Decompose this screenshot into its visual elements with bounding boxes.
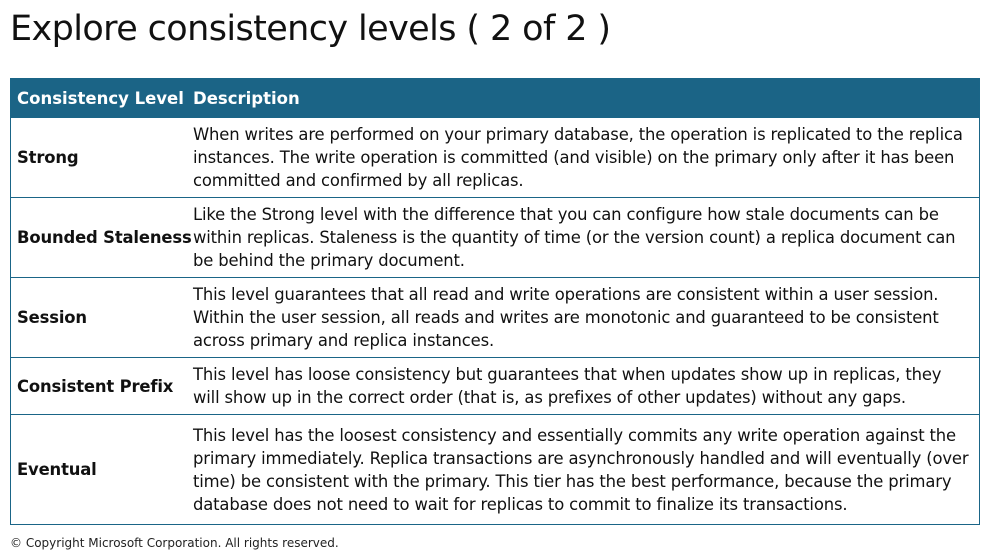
description-cell: This level has the loosest consistency and essentially commits any write operation against the primary immediately. Replica transactions are asynchronously handled and will eventually (over time) be consistent with the primary. This tier has the best performance, because the primary database does not need to wait for replicas to commit to finalize its transactions. — [184, 415, 979, 525]
table-header-row — [11, 79, 979, 118]
table — [11, 79, 979, 524]
table-row — [11, 118, 979, 198]
consistency-levels-table — [10, 78, 980, 525]
table-body — [11, 118, 979, 525]
page-title: Explore consistency levels ( 2 of 2 ) — [10, 9, 611, 49]
table-row — [11, 358, 979, 415]
level-cell: Consistent Prefix — [11, 358, 184, 415]
copyright-notice: © Copyright Microsoft Corporation. All rights reserved. — [10, 536, 339, 550]
table-row — [11, 198, 979, 278]
description-cell: This level guarantees that all read and write operations are consistent within a user session. Within the user session, all reads and writes are monotonic and guaranteed to be consistent across primary and replica instances. — [184, 278, 979, 358]
level-cell: Strong — [11, 118, 184, 198]
column-header-consistency-level: Consistency Level — [17, 88, 184, 108]
level-cell: Eventual — [11, 415, 184, 525]
description-cell: This level has loose consistency but guarantees that when updates show up in replicas, they will show up in the correct order (that is, as prefixes of other updates) without any gaps. — [184, 358, 979, 415]
description-cell: When writes are performed on your primary database, the operation is replicated to the replica instances. The write operation is committed (and visible) on the primary only after it has been committed and confirmed by all replicas. — [184, 118, 979, 198]
level-cell: Session — [11, 278, 184, 358]
column-header-description: Description — [193, 88, 300, 108]
level-cell: Bounded Staleness — [11, 198, 184, 278]
table-row — [11, 415, 979, 525]
description-cell: Like the Strong level with the difference that you can configure how stale documents can be within replicas. Staleness is the quantity of time (or the version count) a replica document can be behind the primary document. — [184, 198, 979, 278]
table-row — [11, 278, 979, 358]
table-header — [11, 79, 979, 118]
